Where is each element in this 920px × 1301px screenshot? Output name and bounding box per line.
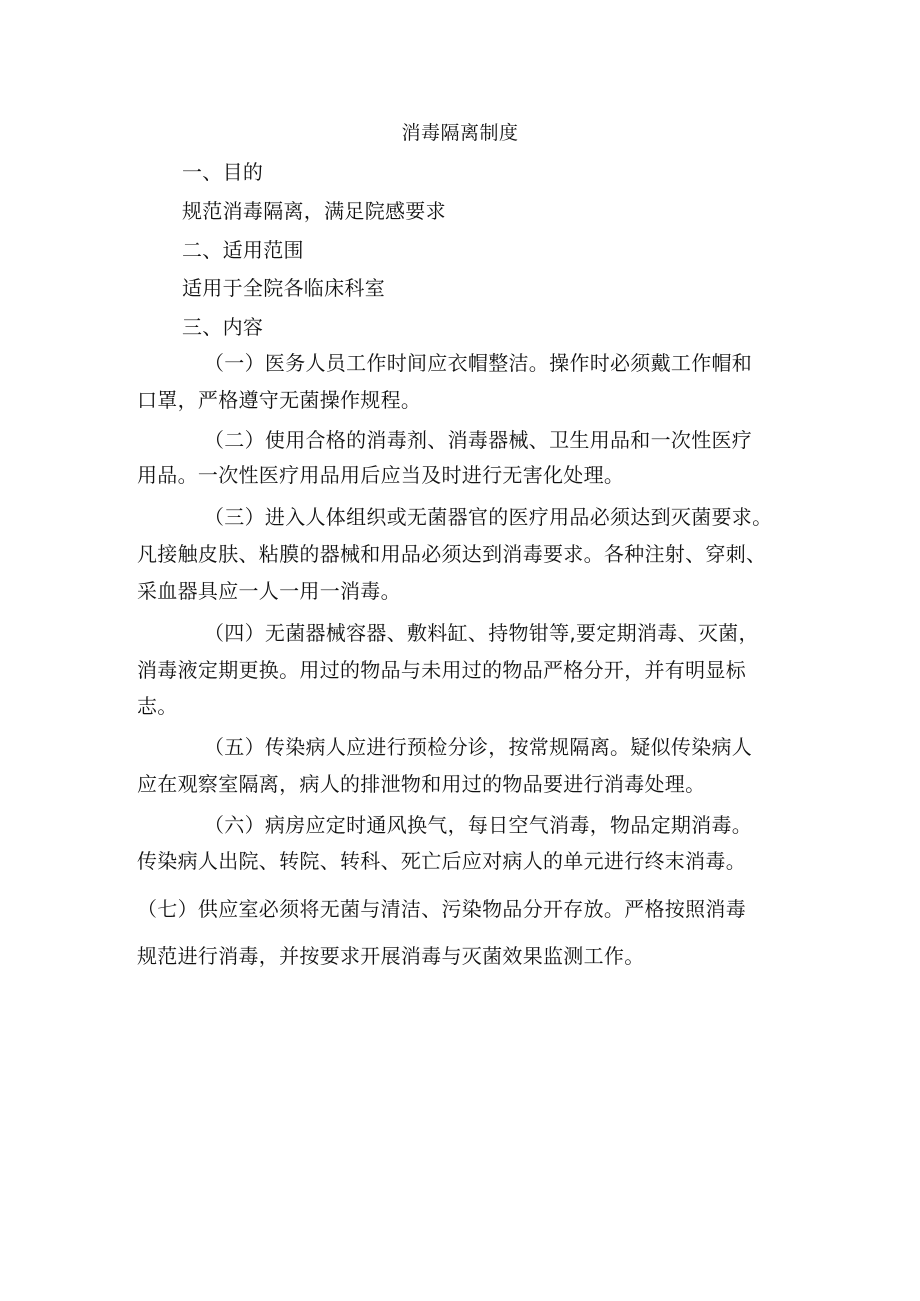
item-1-line-1: （一）医务人员工作时间应衣帽整洁。操作时必须戴工作帽和 — [204, 351, 753, 375]
item-4-line-3: 志。 — [137, 694, 178, 718]
section-heading-content: 三、内容 — [182, 315, 264, 339]
item-7-line-2: 规范进行消毒，并按要求开展消毒与灭菌效果监测工作。 — [137, 944, 645, 968]
section-heading-purpose: 一、目的 — [182, 160, 264, 184]
section-text-scope: 适用于全院各临床科室 — [182, 276, 385, 300]
item-7-line-1: （七）供应室必须将无菌与清洁、污染物品分开存放。严格按照消毒 — [137, 897, 746, 921]
item-4-line-2: 消毒液定期更换。用过的物品与未用过的物品严格分开，并有明显标 — [137, 658, 746, 682]
section-text-purpose: 规范消毒隔离，满足院感要求 — [182, 199, 446, 223]
item-3-line-3: 采血器具应一人一用一消毒。 — [137, 579, 401, 603]
item-2-line-1: （二）使用合格的消毒剂、消毒器械、卫生用品和一次性医疗 — [204, 428, 753, 452]
item-1-line-2: 口罩，严格遵守无菌操作规程。 — [137, 388, 422, 412]
document-title: 消毒隔离制度 — [401, 122, 519, 144]
item-5-line-1: （五）传染病人应进行预检分诊，按常规隔离。疑似传染病人 — [204, 735, 753, 759]
item-2-line-2: 用品。一次性医疗用品用后应当及时进行无害化处理。 — [137, 463, 625, 487]
item-4-line-1: （四）无菌器械容器、敷料缸、持物钳等,要定期消毒、灭菌， — [204, 621, 759, 645]
item-5-line-2: 应在观察室隔离，病人的排泄物和用过的物品要进行消毒处理。 — [137, 772, 706, 796]
item-6-line-1: （六）病房应定时通风换气，每日空气消毒，物品定期消毒。 — [204, 813, 753, 837]
item-6-line-2: 传染病人出院、转院、转科、死亡后应对病人的单元进行终末消毒。 — [137, 849, 746, 873]
section-heading-scope: 二、适用范围 — [182, 238, 304, 262]
item-3-line-1: （三）进入人体组织或无菌器官的医疗用品必须达到灭菌要求。 — [204, 505, 773, 529]
item-3-line-2: 凡接触皮肤、粘膜的器械和用品必须达到消毒要求。各种注射、穿刺、 — [137, 542, 767, 566]
